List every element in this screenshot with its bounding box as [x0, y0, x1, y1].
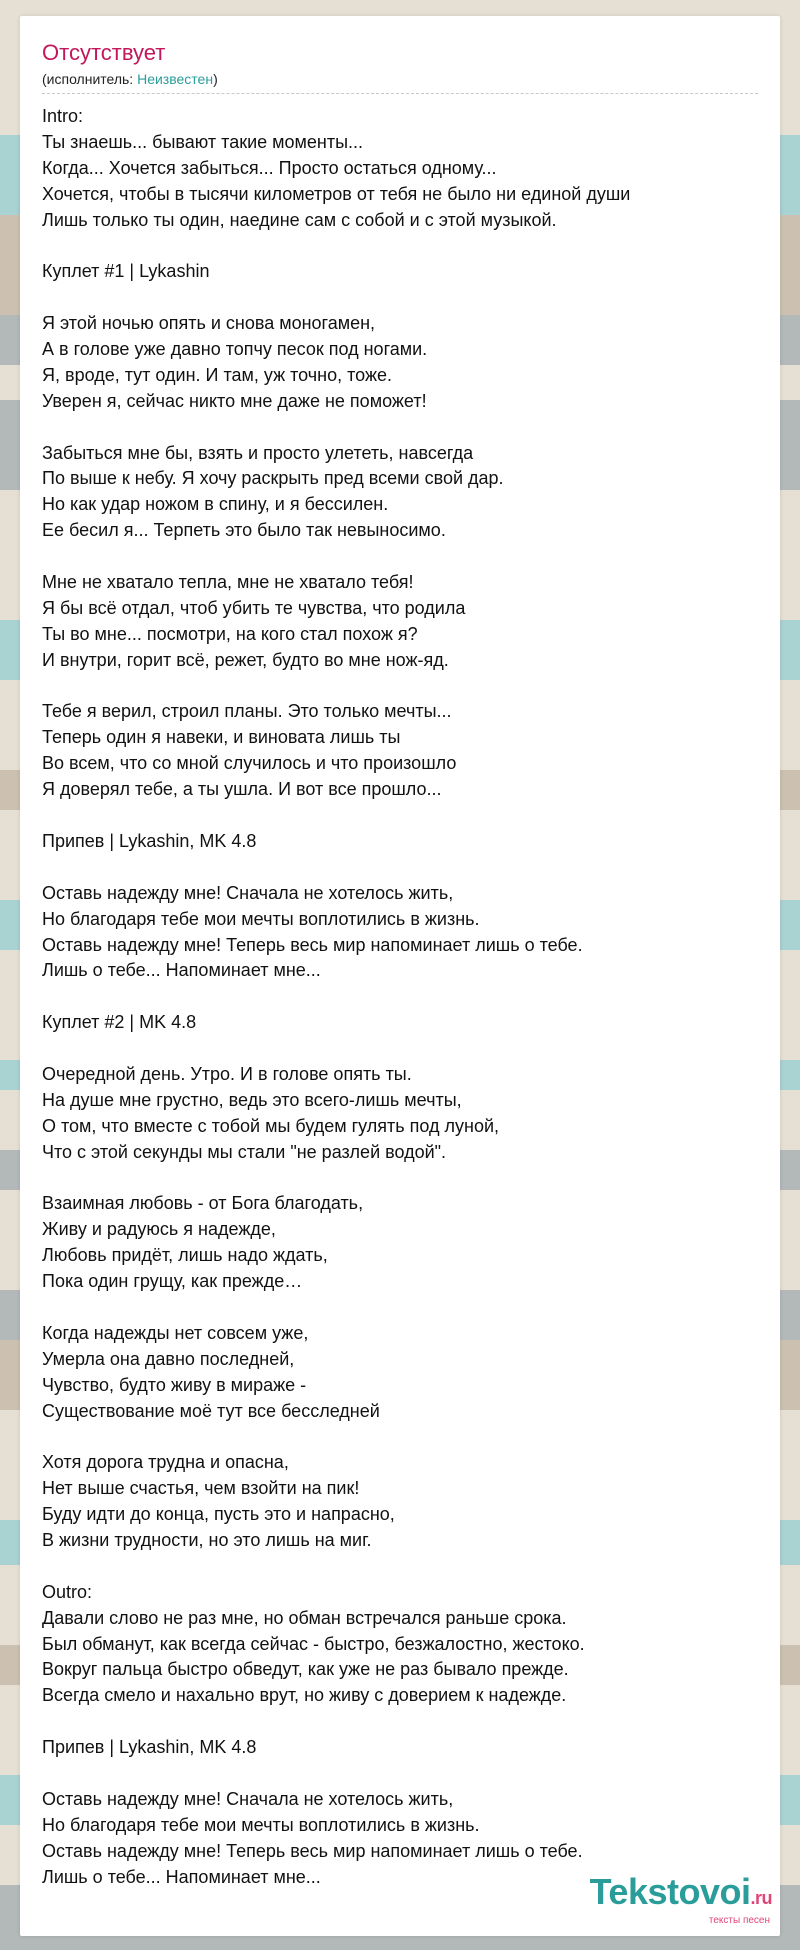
lyrics-line: Но как удар ножом в спину, и я бессилен. — [42, 494, 389, 515]
lyrics-line: Хочется, чтобы в тысячи километров от тебя не было ни единой души — [42, 183, 631, 204]
lyrics-line: О том, что вместе с тобой мы будем гулять под луной, — [42, 1115, 500, 1136]
song-title: Отсутствует — [42, 40, 166, 65]
lyrics-blank-line — [42, 1709, 758, 1735]
lyrics-line: Забыться мне бы, взять и просто улететь, навсегда — [42, 442, 474, 463]
lyrics-blank-line — [42, 285, 758, 311]
lyrics-line: Что с этой секунды мы стали "не разлей водой". — [42, 1141, 447, 1162]
lyrics-blank-line — [42, 1424, 758, 1450]
lyrics-line: Во всем, что со мной случилось и что произошло — [42, 753, 457, 774]
lyrics-line: Оставь надежду мне! Сначала не хотелось жить, — [42, 882, 454, 903]
lyrics-line: По выше к небу. Я хочу раскрыть пред всеми свой дар. — [42, 468, 504, 489]
logo-name: Tekstovoi — [589, 1871, 751, 1912]
lyrics-line: Чувство, будто живу в мираже - — [42, 1374, 307, 1395]
artist-suffix: ) — [213, 71, 218, 87]
lyrics-blank-line — [42, 855, 758, 881]
lyrics-line: Но благодаря тебе мои мечты воплотились в жизнь. — [42, 908, 480, 929]
lyrics-line: Оставь надежду мне! Теперь весь мир напоминает лишь о тебе. — [42, 934, 583, 955]
lyrics-line: Я бы всё отдал, чтоб убить те чувства, что родила — [42, 597, 466, 618]
lyrics-line: Вокруг пальца быстро обведут, как уже не раз бывало прежде. — [42, 1659, 569, 1680]
lyrics-line: Припев | Lykashin, MK 4.8 — [42, 830, 257, 851]
artist-link[interactable]: Неизвестен — [137, 71, 214, 87]
lyrics-line: Всегда смело и нахально врут, но живу с доверием к надежде. — [42, 1685, 567, 1706]
lyrics-line: Лишь только ты один, наедине сам с собой и с этой музыкой. — [42, 209, 557, 230]
lyrics-line: Лишь о тебе... Напоминает мне... — [42, 1866, 321, 1887]
lyrics-line: Теперь один я навеки, и виновата лишь ты — [42, 727, 401, 748]
logo-tld: .ru — [750, 1888, 772, 1908]
lyrics-line: Нет выше счастья, чем взойти на пик! — [42, 1478, 360, 1499]
lyrics-blank-line — [42, 984, 758, 1010]
lyrics-line: Мне не хватало тепла, мне не хватало тебя! — [42, 572, 414, 593]
lyrics-blank-line — [42, 1554, 758, 1580]
lyrics-line: Взаимная любовь - от Бога благодать, — [42, 1193, 364, 1214]
lyrics-line: Припев | Lykashin, MK 4.8 — [42, 1737, 257, 1758]
lyrics-line: Когда надежды нет совсем уже, — [42, 1322, 309, 1343]
lyrics-line: И внутри, горит всё, режет, будто во мне нож-яд. — [42, 649, 449, 670]
lyrics-line: Intro: — [42, 106, 84, 126]
lyrics-line: Ее бесил я... Терпеть это было так невыносимо. — [42, 520, 446, 541]
lyrics-line: Ты во мне... посмотри, на кого стал похож я? — [42, 623, 418, 644]
lyrics-line: Живу и радуюсь я надежде, — [42, 1219, 276, 1240]
lyrics-line: На душе мне грустно, ведь это всего-лишь мечты, — [42, 1089, 462, 1110]
title-divider — [42, 93, 758, 94]
lyrics-line: Очередной день. Утро. И в голове опять ты. — [42, 1063, 412, 1084]
lyrics-text — [42, 104, 758, 1890]
lyrics-line: Любовь придёт, лишь надо ждать, — [42, 1245, 328, 1266]
lyrics-line: Оставь надежду мне! Сначала не хотелось жить, — [42, 1788, 454, 1809]
lyrics-line: Я этой ночью опять и снова моногамен, — [42, 313, 376, 334]
site-logo[interactable] — [590, 1873, 772, 1926]
lyrics-blank-line — [42, 233, 758, 259]
lyrics-line: Пока один грущу, как прежде… — [42, 1271, 303, 1292]
lyrics-line: Но благодаря тебе мои мечты воплотились в жизнь. — [42, 1814, 480, 1835]
artist-prefix: (исполнитель: — [42, 71, 138, 87]
lyrics-line: Уверен я, сейчас никто мне даже не поможет! — [42, 390, 427, 411]
logo-tagline: тексты песен — [708, 1915, 770, 1926]
lyrics-blank-line — [42, 1295, 758, 1321]
lyrics-blank-line — [42, 1166, 758, 1192]
lyrics-blank-line — [42, 803, 758, 829]
lyrics-line: Когда... Хочется забыться... Просто остаться одному... — [42, 157, 497, 178]
lyrics-line: В жизни трудности, но это лишь на миг. — [42, 1529, 372, 1550]
lyrics-line: Куплет #2 | MK 4.8 — [42, 1012, 197, 1033]
lyrics-blank-line — [42, 544, 758, 570]
lyrics-line: Тебе я верил, строил планы. Это только мечты... — [42, 701, 452, 722]
lyrics-blank-line — [42, 674, 758, 700]
artist-line — [42, 70, 758, 88]
lyrics-line: Буду идти до конца, пусть это и напрасно, — [42, 1504, 395, 1525]
lyrics-line: Оставь надежду мне! Теперь весь мир напоминает лишь о тебе. — [42, 1840, 583, 1861]
lyrics-card — [20, 16, 780, 1936]
lyrics-blank-line — [42, 1761, 758, 1787]
lyrics-line: Outro: — [42, 1581, 93, 1602]
lyrics-line: Ты знаешь... бывают такие моменты... — [42, 131, 364, 152]
lyrics-line: Был обманут, как всегда сейчас - быстро, безжалостно, жестоко. — [42, 1633, 585, 1654]
lyrics-line: Умерла она давно последней, — [42, 1348, 295, 1369]
lyrics-line: А в голове уже давно топчу песок под ногами. — [42, 339, 428, 360]
lyrics-line: Я доверял тебе, а ты ушла. И вот все прошло... — [42, 779, 442, 800]
lyrics-line: Я, вроде, тут один. И там, уж точно, тоже. — [42, 364, 393, 385]
lyrics-line: Хотя дорога трудна и опасна, — [42, 1452, 289, 1473]
lyrics-blank-line — [42, 1036, 758, 1062]
lyrics-blank-line — [42, 415, 758, 441]
lyrics-line: Давали слово не раз мне, но обман встречался раньше срока. — [42, 1607, 567, 1628]
lyrics-line: Существование моё тут все бесследней — [42, 1400, 380, 1421]
lyrics-line: Лишь о тебе... Напоминает мне... — [42, 960, 321, 981]
lyrics-line: Куплет #1 | Lykashin — [42, 261, 210, 282]
